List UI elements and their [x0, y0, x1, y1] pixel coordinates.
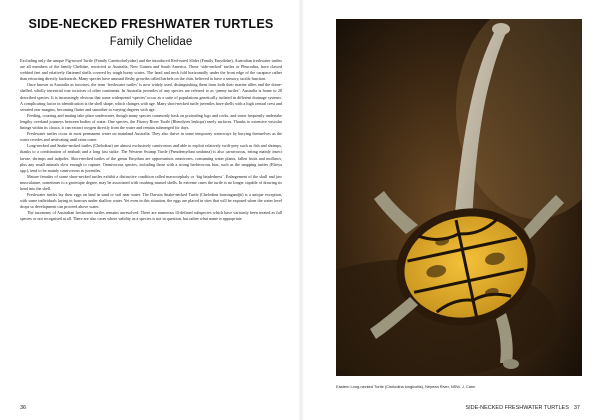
paragraph: Freshwater turtles lay their eggs on land in sand or soil near water. The Darwin Snake-necked Turtle (Chelodina burrungandjii) is a unique exception, with some individuals laying in burrows under shallow water. Yet even in this situation, the eggs are placed in sites that will be exposed when the water level drops so development can proceed above water. — [20, 192, 282, 210]
paragraph: Long-necked and Snake-necked turtles (Chelodina) are almost exclusively carnivorous and able to exploit relatively swift-prey such as fish and shrimps, thanks to a combination of ambush and a long fast strike. The Western Swamp Turtle (Pseudemydura umbrina) is also carnivorous, eating mainly insect larvae, shrimps and tadpoles. Short-necked turtles of the genus Emydura are opportunistic omnivores, consuming water plants, fallen fruits and molluscs, plus any small animals slow enough to capture. Omnivorous species, including those with a strong herbivorous bias, such as the snapping turtles (Elseya spp.), tend to be mainly carnivorous as juveniles. — [20, 143, 282, 173]
page-footer-right — [465, 405, 580, 411]
paragraph: Mature females of some short-necked turtles exhibit a distinctive condition called macrocephaly or ‘big headedness’. Enlargement of the skull and jaw musculature, sometimes to a grotesque degree, may be associated with crushing mussel shells. In extreme cases the turtle is no longer capable of drawing its head into the shell. — [20, 173, 282, 191]
paragraph: Freshwater turtles occur in most permanent water on mainland Australia. They also thrive in some temporary waterways by burying themselves as the water recedes and aestivating until rains come. — [20, 131, 282, 143]
paragraph: Excluding only the unique Pig-nosed Turtle (Family Carettochelyidae) and the introduced Red-eared Slider (Family Emydidae), Australian freshwater turtles are all members of the family Chelidae, restricted to Australia, New Guinea and South America. These ‘side-necked’ turtles or Pleurodira, have clawed webbed feet and relatively flattened shells covered by tough horny scutes. The head and neck fold horizontally under the front edge of the carapace rather than retracting directly backwards. Many species have unusual fleshy growths called barbels on the chin, believed to have a sensory, tactile function. — [20, 58, 282, 82]
running-head: SIDE-NECKED FRESHWATER TURTLES — [465, 405, 569, 411]
chapter-title: SIDE-NECKED FRESHWATER TURTLES — [28, 17, 274, 31]
right-page — [300, 0, 600, 420]
page-number-right: 37 — [573, 405, 580, 411]
paragraph: Feeding, courting and mating take place underwater, though many species commonly bask on protruding logs and rocks, and some frequently undertake lengthy overland journeys between bodies of water. One species, the Fitzroy River Turtle (Rheodytes leukops) rarely surfaces. Thanks to extensive vascular linings within its cloaca, it can extract oxygen directly from the water and remain submerged for days. — [20, 112, 282, 131]
body-text — [20, 58, 282, 400]
paragraph: The taxonomy of Australian freshwater turtles remains unresolved. There are numerous ill-defined subspecies which have variously been treated as full species or not recognised at all. There are also cases where validity as a species is not in question, but rather what name is appropriate. — [20, 210, 282, 222]
paragraph: Once known in Australia as tortoises, the term ‘freshwater turtles’ is now widely used, distinguishing them from both their marine allies and the dome-shelled, wholly terrestrial true tortoises of other continents. In Australia juveniles of any species are referred to as ‘penny turtles’. Australia is home to 28 described species. It is increasingly obvious that some widespread ‘species’ occur as a suite of populations genetically isolated in different drainage systems. A complicating factor in identification is the shell shape, which changes with age. Many short-necked turtle juveniles have shells with a high central crest and serrated rear margins, becoming flatter and smoother to varying degrees with age. — [20, 82, 282, 112]
photo-caption: Eastern Long-necked Turtle (Chelodina longicollis), Nepean River, NSW. J. Cann — [336, 384, 476, 389]
page-number-left: 36 — [20, 405, 27, 411]
family-subtitle: Family Chelidae — [109, 36, 193, 48]
turtle-photo — [336, 19, 582, 376]
